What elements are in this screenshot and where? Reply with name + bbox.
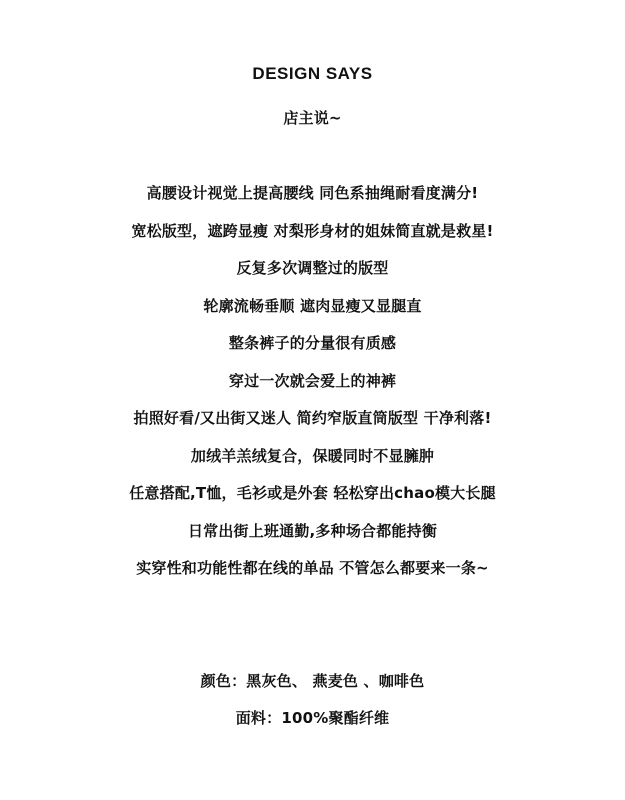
description-line: 任意搭配,T恤，毛衫或是外套 轻松穿出chao模大长腿: [129, 484, 496, 502]
page-title: DESIGN SAYS: [252, 64, 373, 83]
description-line: 轮廓流畅垂顺 遮肉显瘦又显腿直: [203, 297, 422, 315]
description-line: 实穿性和功能性都在线的单品 不管怎么都要来一条~: [136, 559, 489, 577]
description-line: 高腰设计视觉上提高腰线 同色系抽绳耐看度满分!: [146, 184, 479, 202]
description-line: 反复多次调整过的版型: [236, 259, 389, 277]
description-line: 加绒羊羔绒复合，保暖同时不显臃肿: [190, 447, 435, 465]
description-line: 日常出街上班通勤,多种场合都能持衡: [187, 522, 438, 540]
material-spec: 面料：100%聚酯纤维: [235, 709, 390, 727]
description-line: 整条裤子的分量很有质感: [228, 334, 397, 352]
color-spec: 颜色：黑灰色、 燕麦色 、咖啡色: [200, 672, 425, 690]
description-line: 拍照好看/又出街又迷人 简约窄版直筒版型 干净利落!: [133, 409, 492, 427]
page-subtitle: 店主说~: [283, 109, 342, 127]
description-line: 穿过一次就会爱上的神裤: [228, 372, 397, 390]
description-line: 宽松版型，遮跨显瘦 对梨形身材的姐妹简直就是救星!: [131, 222, 494, 240]
